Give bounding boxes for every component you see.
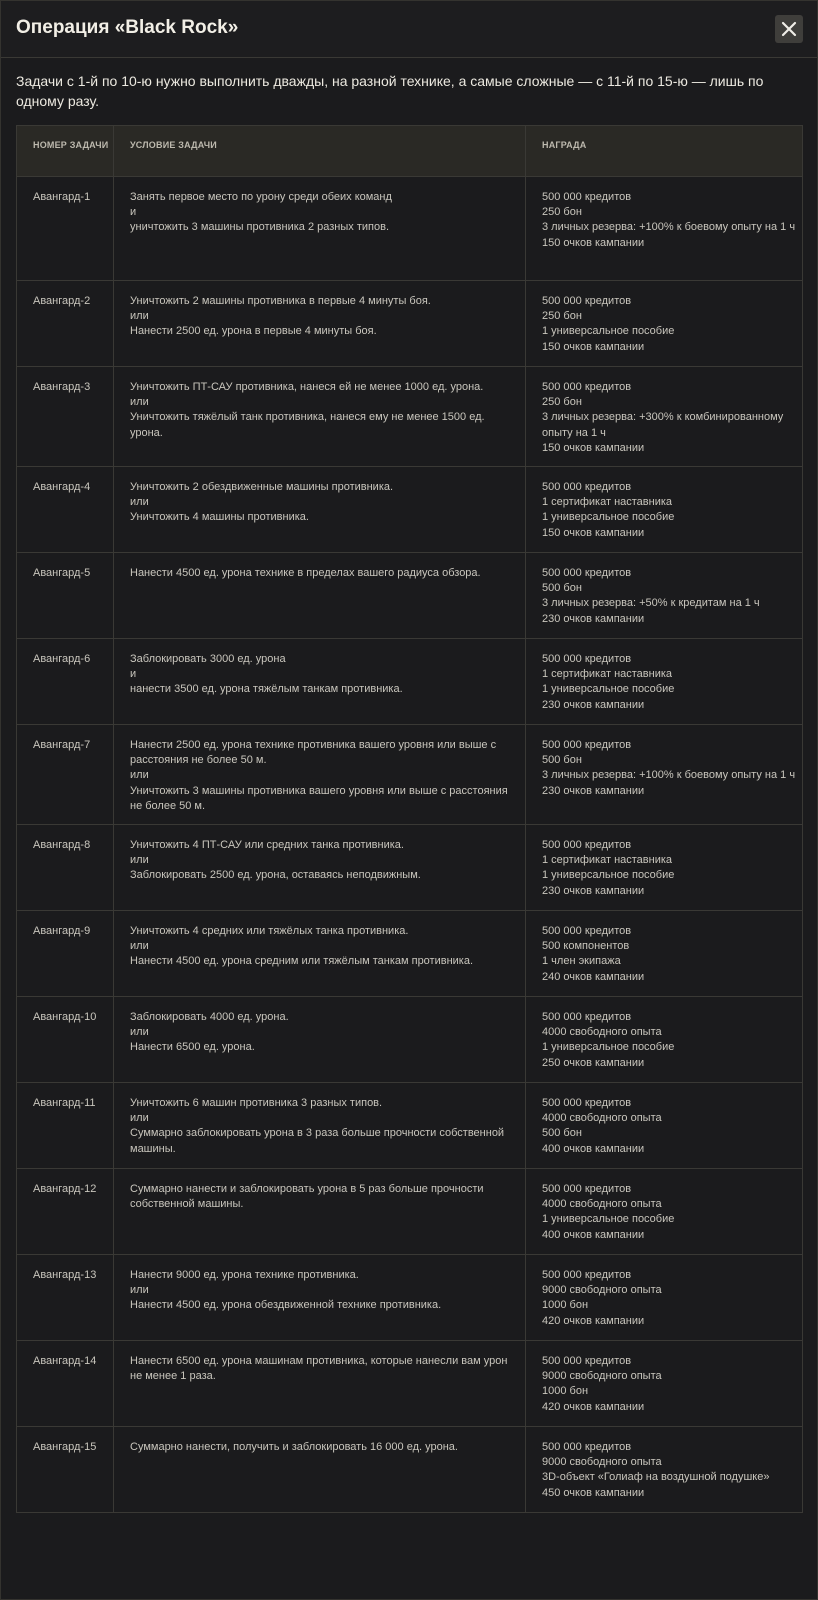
reward-line: 500 компонентов bbox=[542, 940, 630, 953]
reward-line: 500 000 кредитов bbox=[542, 381, 632, 393]
table-row bbox=[17, 281, 803, 367]
task-number-cell bbox=[17, 725, 114, 825]
task-condition-line: Нанести 4500 ед. урона средним или тяжёлым танкам противника. bbox=[130, 955, 474, 968]
task-condition-cell bbox=[114, 177, 526, 281]
reward-line: 1 сертификат наставника bbox=[542, 854, 673, 867]
reward-cell bbox=[526, 553, 803, 639]
reward-cell bbox=[526, 725, 803, 825]
task-condition-line: Уничтожить 2 машины противника в первые 4 минуты боя. bbox=[130, 295, 431, 307]
task-condition-line: или bbox=[130, 769, 149, 782]
reward-cell bbox=[526, 911, 803, 997]
task-condition-cell bbox=[114, 1255, 526, 1341]
reward-cell bbox=[526, 281, 803, 367]
table-row bbox=[17, 1083, 803, 1169]
task-number: Авангард-5 bbox=[33, 567, 91, 579]
task-number-cell bbox=[17, 997, 114, 1083]
task-condition-cell bbox=[114, 1083, 526, 1169]
reward-line: 250 бон bbox=[542, 310, 582, 323]
reward-line: 500 000 кредитов bbox=[542, 567, 632, 579]
task-condition-line: уничтожить 3 машины противника 2 разных типов. bbox=[130, 221, 389, 234]
reward-line: 500 000 кредитов bbox=[542, 295, 632, 307]
table-body bbox=[17, 177, 803, 1513]
header-task-condition: УСЛОВИЕ ЗАДАЧИ bbox=[114, 126, 526, 177]
reward-line: 1000 бон bbox=[542, 1385, 589, 1398]
table-row bbox=[17, 911, 803, 997]
reward-line: 500 000 кредитов bbox=[542, 481, 632, 493]
reward-line: 4000 свободного опыта bbox=[542, 1112, 662, 1125]
reward-line: 1 универсальное пособие bbox=[542, 1213, 675, 1226]
task-condition-line: Суммарно нанести, получить и заблокировать 16 000 ед. урона. bbox=[130, 1441, 458, 1453]
task-number: Авангард-1 bbox=[33, 191, 91, 203]
task-condition-line: или bbox=[130, 396, 149, 409]
task-number-cell bbox=[17, 825, 114, 911]
table-row bbox=[17, 177, 803, 281]
header-task-number: НОМЕР ЗАДАЧИ bbox=[17, 126, 114, 177]
task-condition-line: Уничтожить 6 машин противника 3 разных типов. bbox=[130, 1097, 383, 1109]
task-condition-cell bbox=[114, 553, 526, 639]
reward-line: 4000 свободного опыта bbox=[542, 1026, 662, 1039]
reward-line: 1000 бон bbox=[542, 1299, 589, 1312]
table-row bbox=[17, 467, 803, 553]
reward-line: 1 член экипажа bbox=[542, 955, 621, 968]
task-condition-line: Суммарно нанести и заблокировать урона в 5 раз больше прочности собственной машины. bbox=[130, 1183, 484, 1211]
task-condition-line: Уничтожить ПТ-САУ противника, нанеся ей не менее 1000 ед. урона. bbox=[130, 381, 484, 393]
task-condition-cell bbox=[114, 911, 526, 997]
reward-line: 500 000 кредитов bbox=[542, 1183, 632, 1195]
table-row bbox=[17, 367, 803, 467]
reward-line: 250 бон bbox=[542, 396, 582, 409]
task-condition-line: Нанести 2500 ед. урона технике противника вашего уровня или выше с расстояния не более 50 м. bbox=[130, 739, 497, 767]
reward-line: 3D-объект «Голиаф на воздушной подушке» bbox=[542, 1471, 770, 1484]
task-number: Авангард-9 bbox=[33, 925, 91, 937]
close-button[interactable] bbox=[775, 15, 803, 43]
task-condition-cell bbox=[114, 639, 526, 725]
task-condition-line: Уничтожить 4 средних или тяжёлых танка противника. bbox=[130, 925, 409, 937]
reward-cell bbox=[526, 367, 803, 467]
reward-line: 3 личных резерва: +50% к кредитам на 1 ч bbox=[542, 597, 760, 610]
task-condition-cell bbox=[114, 1169, 526, 1255]
task-number: Авангард-6 bbox=[33, 653, 91, 665]
reward-line: 9000 свободного опыта bbox=[542, 1284, 662, 1297]
task-condition-cell bbox=[114, 1341, 526, 1427]
task-condition-cell bbox=[114, 281, 526, 367]
task-condition-cell bbox=[114, 367, 526, 467]
reward-cell bbox=[526, 1255, 803, 1341]
table-row bbox=[17, 1255, 803, 1341]
reward-line: 9000 свободного опыта bbox=[542, 1370, 662, 1383]
task-condition-line: и bbox=[130, 206, 137, 219]
table-header bbox=[17, 126, 803, 177]
task-number: Авангард-7 bbox=[33, 739, 91, 751]
reward-cell bbox=[526, 1341, 803, 1427]
task-condition-line: или bbox=[130, 940, 149, 953]
task-number: Авангард-13 bbox=[33, 1269, 97, 1281]
reward-line: 1 сертификат наставника bbox=[542, 496, 673, 509]
reward-line: 250 очков кампании bbox=[542, 1056, 645, 1069]
reward-cell bbox=[526, 467, 803, 553]
reward-line: 9000 свободного опыта bbox=[542, 1456, 662, 1469]
reward-line: 500 000 кредитов bbox=[542, 739, 632, 751]
task-number: Авангард-2 bbox=[33, 295, 91, 307]
reward-line: 1 универсальное пособие bbox=[542, 325, 675, 338]
task-condition-line: или bbox=[130, 1284, 149, 1297]
reward-cell bbox=[526, 825, 803, 911]
task-number-cell bbox=[17, 177, 114, 281]
task-condition-line: Заблокировать 2500 ед. урона, оставаясь неподвижным. bbox=[130, 869, 421, 882]
table-row bbox=[17, 997, 803, 1083]
reward-line: 4000 свободного опыта bbox=[542, 1198, 662, 1211]
task-condition-line: Нанести 6500 ед. урона. bbox=[130, 1041, 255, 1054]
task-number-cell bbox=[17, 1427, 114, 1513]
header-reward: НАГРАДА bbox=[526, 126, 803, 177]
task-condition-line: или bbox=[130, 854, 149, 867]
reward-line: 420 очков кампании bbox=[542, 1314, 645, 1327]
reward-cell bbox=[526, 1169, 803, 1255]
task-number-cell bbox=[17, 553, 114, 639]
reward-line: 500 бон bbox=[542, 582, 582, 595]
reward-line: 500 бон bbox=[542, 754, 582, 767]
task-condition-line: Уничтожить 4 машины противника. bbox=[130, 511, 309, 524]
reward-line: 420 очков кампании bbox=[542, 1400, 645, 1413]
reward-line: 3 личных резерва: +100% к боевому опыту на 1 ч bbox=[542, 221, 796, 234]
reward-line: 1 сертификат наставника bbox=[542, 668, 673, 681]
task-condition-line: и bbox=[130, 668, 137, 681]
task-number-cell bbox=[17, 639, 114, 725]
reward-cell bbox=[526, 177, 803, 281]
reward-line: 250 бон bbox=[542, 206, 582, 219]
task-condition-line: Нанести 4500 ед. урона обездвиженной технике противника. bbox=[130, 1299, 442, 1312]
task-number-cell bbox=[17, 1083, 114, 1169]
dialog-title: Операция «Black Rock» bbox=[16, 17, 239, 38]
task-number-cell bbox=[17, 911, 114, 997]
task-condition-line: Уничтожить 2 обездвиженные машины противника. bbox=[130, 481, 394, 493]
task-condition-line: Заблокировать 3000 ед. урона bbox=[130, 653, 286, 665]
reward-line: 450 очков кампании bbox=[542, 1486, 645, 1499]
task-number-cell bbox=[17, 367, 114, 467]
reward-line: 400 очков кампании bbox=[542, 1142, 645, 1155]
table-row bbox=[17, 1169, 803, 1255]
task-condition-line: или bbox=[130, 496, 149, 509]
task-number-cell bbox=[17, 281, 114, 367]
task-condition-line: Уничтожить 3 машины противника вашего уровня или выше с расстояния не более 50 м. bbox=[130, 784, 508, 812]
task-condition-cell bbox=[114, 1427, 526, 1513]
reward-line: 230 очков кампании bbox=[542, 612, 645, 625]
table-row bbox=[17, 1427, 803, 1513]
task-number: Авангард-14 bbox=[33, 1355, 97, 1367]
reward-line: 230 очков кампании bbox=[542, 784, 645, 797]
reward-line: 150 очков кампании bbox=[542, 441, 645, 454]
task-number-cell bbox=[17, 467, 114, 553]
task-condition-line: или bbox=[130, 310, 149, 323]
table-row bbox=[17, 1341, 803, 1427]
reward-line: 3 личных резерва: +300% к комбинированному опыту на 1 ч bbox=[542, 411, 784, 439]
reward-line: 500 000 кредитов bbox=[542, 191, 632, 203]
task-condition-line: Заблокировать 4000 ед. урона. bbox=[130, 1011, 289, 1023]
task-condition-line: нанести 3500 ед. урона тяжёлым танкам противника. bbox=[130, 683, 403, 696]
task-condition-line: Нанести 6500 ед. урона машинам противника, которые нанесли вам урон не менее 1 раза. bbox=[130, 1355, 508, 1383]
reward-cell bbox=[526, 639, 803, 725]
reward-line: 230 очков кампании bbox=[542, 698, 645, 711]
close-icon bbox=[781, 21, 797, 37]
reward-line: 150 очков кампании bbox=[542, 526, 645, 539]
task-condition-line: Нанести 4500 ед. урона технике в пределах вашего радиуса обзора. bbox=[130, 567, 481, 579]
reward-line: 150 очков кампании bbox=[542, 340, 645, 353]
table-row bbox=[17, 725, 803, 825]
reward-line: 500 000 кредитов bbox=[542, 1269, 632, 1281]
task-number-cell bbox=[17, 1169, 114, 1255]
table-row bbox=[17, 825, 803, 911]
task-condition-cell bbox=[114, 997, 526, 1083]
task-condition-line: Уничтожить 4 ПТ-САУ или средних танка противника. bbox=[130, 839, 404, 851]
reward-line: 3 личных резерва: +100% к боевому опыту на 1 ч bbox=[542, 769, 796, 782]
task-number-cell bbox=[17, 1255, 114, 1341]
task-condition-line: Суммарно заблокировать урона в 3 раза больше прочности собственной машины. bbox=[130, 1127, 505, 1155]
task-number: Авангард-4 bbox=[33, 481, 91, 493]
reward-line: 150 очков кампании bbox=[542, 236, 645, 249]
reward-line: 400 очков кампании bbox=[542, 1228, 645, 1241]
intro-text: Задачи с 1-й по 10-ю нужно выполнить дважды, на разной технике, а самые сложные — с 11-й по 15-ю — лишь по одному разу. bbox=[16, 73, 764, 109]
task-condition-line: Нанести 2500 ед. урона в первые 4 минуты боя. bbox=[130, 325, 377, 338]
dialog-header bbox=[1, 1, 817, 58]
reward-line: 1 универсальное пособие bbox=[542, 869, 675, 882]
table-row bbox=[17, 639, 803, 725]
reward-line: 500 000 кредитов bbox=[542, 653, 632, 665]
task-condition-cell bbox=[114, 725, 526, 825]
tasks-table bbox=[16, 125, 803, 1513]
task-condition-line: Уничтожить тяжёлый танк противника, нанеся ему не менее 1500 ед. урона. bbox=[130, 411, 485, 439]
task-number-cell bbox=[17, 1341, 114, 1427]
reward-line: 1 универсальное пособие bbox=[542, 1041, 675, 1054]
task-number: Авангард-11 bbox=[33, 1097, 96, 1109]
reward-cell bbox=[526, 997, 803, 1083]
task-number: Авангард-3 bbox=[33, 381, 91, 393]
reward-line: 500 000 кредитов bbox=[542, 1441, 632, 1453]
task-condition-cell bbox=[114, 467, 526, 553]
reward-line: 500 000 кредитов bbox=[542, 925, 632, 937]
task-condition-line: Занять первое место по урону среди обеих команд bbox=[130, 191, 392, 203]
task-condition-line: или bbox=[130, 1112, 149, 1125]
task-number: Авангард-8 bbox=[33, 839, 91, 851]
reward-line: 500 000 кредитов bbox=[542, 839, 632, 851]
reward-line: 1 универсальное пособие bbox=[542, 683, 675, 696]
reward-line: 1 универсальное пособие bbox=[542, 511, 675, 524]
reward-line: 500 000 кредитов bbox=[542, 1011, 632, 1023]
task-condition-line: или bbox=[130, 1026, 149, 1039]
task-condition-line: Нанести 9000 ед. урона технике противника. bbox=[130, 1269, 359, 1281]
reward-line: 500 000 кредитов bbox=[542, 1355, 632, 1367]
task-number: Авангард-10 bbox=[33, 1011, 97, 1023]
task-number: Авангард-15 bbox=[33, 1441, 97, 1453]
task-condition-cell bbox=[114, 825, 526, 911]
reward-line: 240 очков кампании bbox=[542, 970, 645, 983]
reward-line: 500 бон bbox=[542, 1127, 582, 1140]
reward-line: 230 очков кампании bbox=[542, 884, 645, 897]
table-row bbox=[17, 553, 803, 639]
task-number: Авангард-12 bbox=[33, 1183, 97, 1195]
reward-cell bbox=[526, 1083, 803, 1169]
reward-cell bbox=[526, 1427, 803, 1513]
reward-line: 500 000 кредитов bbox=[542, 1097, 632, 1109]
